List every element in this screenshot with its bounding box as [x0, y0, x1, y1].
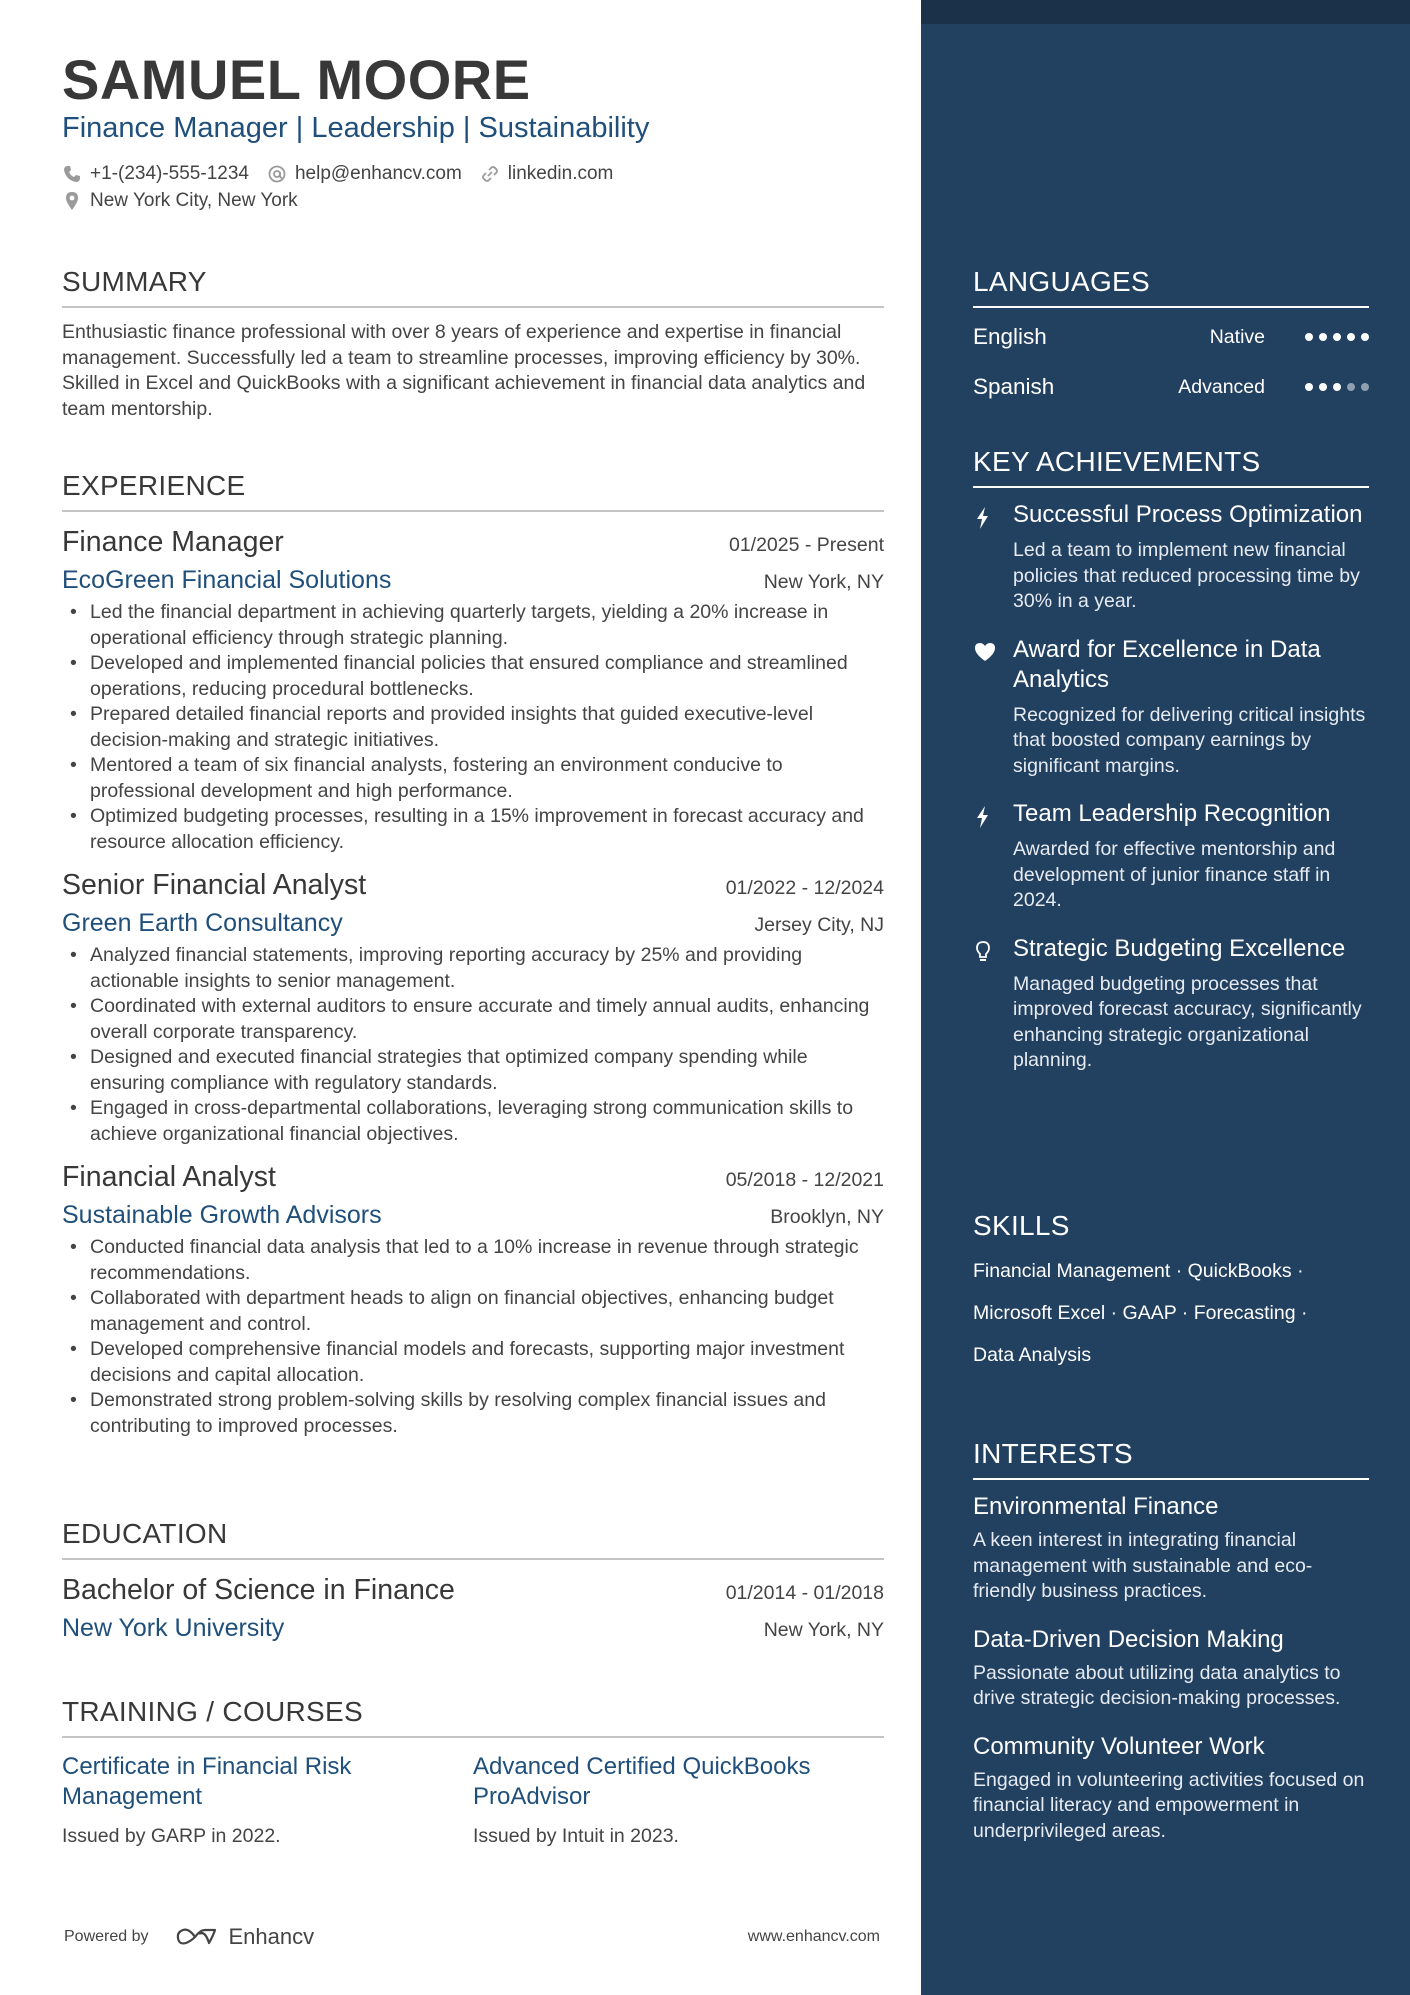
achievements-section [973, 444, 1369, 1074]
rating-dot-filled [1305, 333, 1313, 341]
contact-info [62, 160, 631, 214]
language-name: Spanish [973, 374, 1055, 399]
bullet-item: • Designed and executed financial strategies that optimized company spending while ensuring compliance with regulatory standards. [62, 1045, 884, 1096]
achievement-item [973, 934, 1369, 1074]
powered-by [64, 1924, 314, 1950]
section-divider [973, 1478, 1369, 1480]
bullet-item: • Led the financial department in achieving quarterly targets, yielding a 20% increase in operational efficiency through strategic planning. [62, 600, 884, 651]
interests-section [973, 1436, 1369, 1844]
link-icon [480, 164, 500, 184]
section-divider [62, 510, 884, 512]
summary-section [62, 264, 884, 422]
company-name: Green Earth Consultancy [62, 909, 343, 937]
skills-line: Financial Management · QuickBooks · [973, 1260, 1304, 1282]
bullet-item: • Coordinated with external auditors to ensure accurate and timely annual audits, enhancing overall corporate transparency. [62, 994, 884, 1045]
rating-dot-filled [1319, 383, 1327, 391]
job-entry [62, 1159, 884, 1439]
heart-icon [973, 641, 997, 663]
section-divider [973, 306, 1369, 308]
rating-dot-filled [1333, 383, 1341, 391]
job-dates: 05/2018 - 12/2021 [725, 1169, 884, 1191]
summary-text: Enthusiastic finance professional with over 8 years of experience and expertise in financial management. Successfully led a team to streamline processes, improving efficiency by 30%. Skilled in Excel and QuickBooks with a significant achievement in financial data analytics and team mentorship. [62, 321, 866, 420]
section-divider [62, 1736, 884, 1738]
skills-list [973, 1250, 1369, 1376]
achievement-item [973, 500, 1369, 615]
interest-description: A keen interest in integrating financial management with sustainable and eco-friendly business practices. [973, 1529, 1313, 1602]
degree-title: Bachelor of Science in Finance [62, 1574, 455, 1606]
bullet-item: • Developed comprehensive financial models and forecasts, supporting major investment decisions and capital allocation. [62, 1337, 884, 1388]
section-title: SUMMARY [62, 266, 207, 297]
bullet-item: • Optimized budgeting processes, resulting in a 15% improvement in forecast accuracy and resource allocation efficiency. [62, 804, 884, 855]
enhancv-logo[interactable] [175, 1924, 315, 1950]
training-section [62, 1694, 884, 1849]
company-name: Sustainable Growth Advisors [62, 1201, 382, 1229]
section-title: EXPERIENCE [62, 470, 246, 501]
course-description: Issued by GARP in 2022. [62, 1825, 281, 1847]
section-title: EDUCATION [62, 1518, 228, 1549]
company-name: EcoGreen Financial Solutions [62, 566, 392, 594]
rating-dot-empty [1361, 383, 1369, 391]
location-pin-icon [62, 191, 82, 211]
language-level: Native [1209, 325, 1265, 348]
contact-email[interactable] [267, 161, 462, 187]
achievement-title: Award for Excellence in Data Analytics [1013, 635, 1321, 693]
bullet-item: • Demonstrated strong problem-solving skills by resolving complex financial issues and contributing to improved processes. [62, 1388, 884, 1439]
bullet-item: • Engaged in cross-departmental collaborations, leveraging strong communication skills to achieve organizational financial objectives. [62, 1096, 884, 1147]
achievement-item [973, 799, 1369, 914]
sidebar [921, 0, 1410, 1995]
section-title: INTERESTS [973, 1438, 1133, 1469]
bolt-icon [973, 805, 993, 829]
job-location: Jersey City, NJ [754, 914, 884, 936]
experience-section [62, 468, 884, 1439]
at-icon [267, 164, 287, 184]
course-description: Issued by Intuit in 2023. [473, 1825, 679, 1847]
language-rating [1299, 333, 1369, 341]
achievement-description: Led a team to implement new financial policies that reduced processing time by 30% in a year. [1013, 539, 1360, 612]
skills-line: Data Analysis [973, 1344, 1092, 1366]
language-rating [1299, 383, 1369, 391]
section-title: LANGUAGES [973, 266, 1150, 297]
education-dates: 01/2014 - 01/2018 [725, 1582, 884, 1604]
interest-description: Engaged in volunteering activities focused on financial literacy and empowerment in underprivileged areas. [973, 1768, 1365, 1842]
achievement-title: Strategic Budgeting Excellence [1013, 934, 1346, 962]
phone-icon [62, 164, 82, 184]
rating-dot-filled [1361, 333, 1369, 341]
rating-dot-filled [1305, 383, 1313, 391]
contact-linkedin[interactable] [480, 161, 614, 187]
bullet-item: • Mentored a team of six financial analysts, fostering an environment conducive to professional development and high performance. [62, 753, 884, 804]
section-title: TRAINING / COURSES [62, 1696, 363, 1727]
interest-item [973, 1625, 1369, 1712]
job-dates: 01/2022 - 12/2024 [725, 877, 884, 899]
phone-text: +1-(234)-555-1234 [90, 162, 249, 184]
email-text: help@enhancv.com [294, 162, 462, 184]
candidate-headline: Finance Manager | Leadership | Sustainability [62, 112, 650, 144]
interest-description: Passionate about utilizing data analytics to drive strategic decision-making processes. [973, 1661, 1341, 1709]
location-text: New York City, New York [90, 189, 298, 211]
lightbulb-icon [973, 940, 993, 964]
interest-title: Data-Driven Decision Making [973, 1625, 1284, 1653]
language-level: Advanced [1178, 375, 1265, 398]
bolt-icon [973, 506, 993, 530]
bullet-item: • Prepared detailed financial reports and provided insights that guided executive-level decision-making and strategic initiatives. [62, 702, 884, 753]
language-item [973, 312, 1369, 362]
skills-section [973, 1208, 1369, 1376]
course-title: Certificate in Financial Risk Management [62, 1753, 352, 1810]
job-dates: 01/2025 - Present [728, 534, 884, 556]
bullet-item: • Developed and implemented financial policies that ensured compliance and streamlined operations, reducing procedural bottlenecks. [62, 651, 884, 702]
bullet-item: • Analyzed financial statements, improving reporting accuracy by 25% and providing actionable insights to senior management. [62, 943, 884, 994]
education-section [62, 1516, 884, 1644]
job-location: Brooklyn, NY [770, 1206, 884, 1228]
job-bullets [62, 943, 884, 1147]
sidebar-top-band [921, 0, 1410, 24]
job-bullets [62, 1235, 884, 1439]
achievement-description: Managed budgeting processes that improved forecast accuracy, significantly enhancing strategic organizational planning. [1013, 972, 1362, 1071]
achievement-title: Successful Process Optimization [1013, 501, 1363, 528]
rating-dot-filled [1319, 333, 1327, 341]
job-bullets [62, 600, 884, 855]
job-title: Finance Manager [62, 526, 284, 558]
bullet-item: • Collaborated with department heads to align on financial objectives, enhancing budget management and control. [62, 1286, 884, 1337]
enhancv-brand-text: Enhancv [228, 1924, 315, 1949]
job-title: Senior Financial Analyst [62, 869, 367, 901]
bullet-item: • Conducted financial data analysis that led to a 10% increase in revenue through strategic recommendations. [62, 1235, 884, 1286]
achievement-description: Awarded for effective mentorship and development of junior finance staff in 2024. [1013, 838, 1336, 911]
footer-url[interactable]: www.enhancv.com [747, 1928, 880, 1945]
footer [64, 1924, 880, 1950]
language-name: English [973, 324, 1047, 349]
languages-section [973, 264, 1369, 412]
skills-line: Microsoft Excel · GAAP · Forecasting · [973, 1302, 1308, 1324]
enhancv-logo-icon [175, 1926, 221, 1948]
course-title: Advanced Certified QuickBooks ProAdvisor [473, 1753, 811, 1810]
rating-dot-empty [1347, 383, 1355, 391]
contact-phone[interactable] [62, 161, 249, 187]
interest-item [973, 1492, 1369, 1605]
linkedin-text: linkedin.com [507, 162, 614, 184]
achievement-item [973, 635, 1369, 780]
course-entry [473, 1752, 884, 1849]
interest-title: Community Volunteer Work [973, 1732, 1265, 1760]
job-location: New York, NY [763, 571, 884, 593]
rating-dot-filled [1347, 333, 1355, 341]
achievement-description: Recognized for delivering critical insights that boosted company earnings by significant margins. [1013, 703, 1366, 777]
powered-by-label: Powered by [64, 1928, 149, 1945]
achievement-title: Team Leadership Recognition [1013, 800, 1331, 827]
section-divider [62, 306, 884, 308]
course-entry [62, 1752, 473, 1849]
section-title: SKILLS [973, 1210, 1070, 1241]
section-title: KEY ACHIEVEMENTS [973, 446, 1261, 477]
contact-location [62, 188, 298, 214]
interest-item [973, 1732, 1369, 1845]
language-item [973, 362, 1369, 412]
candidate-name: SAMUEL MOORE [62, 48, 531, 111]
rating-dot-filled [1333, 333, 1341, 341]
job-entry [62, 867, 884, 1147]
section-divider [62, 1558, 884, 1560]
school-location: New York, NY [763, 1619, 884, 1641]
job-title: Financial Analyst [62, 1161, 276, 1193]
job-entry [62, 524, 884, 855]
interest-title: Environmental Finance [973, 1493, 1219, 1520]
school-name: New York University [62, 1614, 285, 1642]
section-divider [973, 486, 1369, 488]
